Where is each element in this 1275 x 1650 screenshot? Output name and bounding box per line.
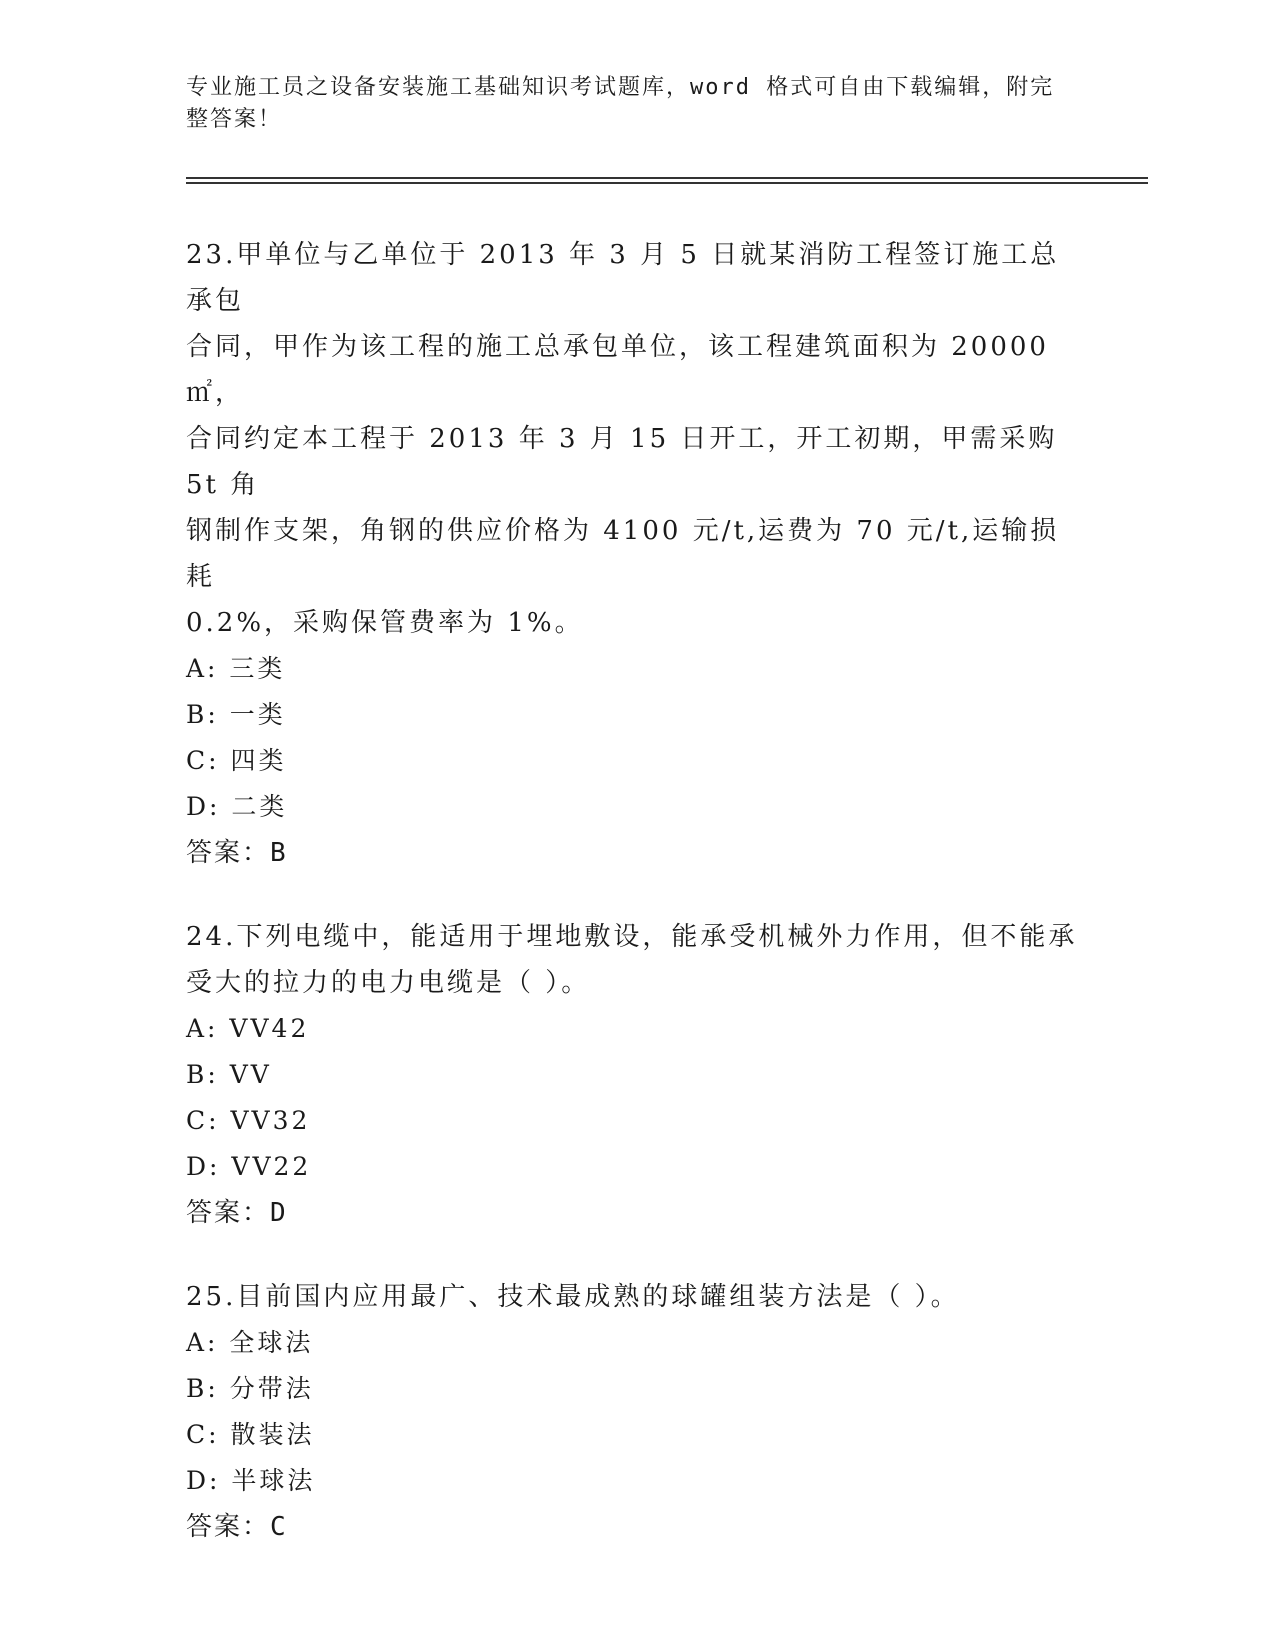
question-stem: [186, 1274, 1086, 1320]
option-b: B: 一类: [186, 700, 286, 729]
header-divider-top: [186, 177, 1148, 179]
answer: 答案：C: [186, 1512, 288, 1542]
option-d: D: 二类: [186, 792, 288, 821]
option-c: C: VV32: [186, 1106, 311, 1135]
stem-line: 合同约定本工程于 2013 年 3 月 15 日开工，开工初期，甲需采购 5t 角: [186, 424, 1058, 500]
stem-line: 24.下列电缆中，能适用于埋地敷设，能承受机械外力作用，但不能承: [186, 922, 1078, 952]
answer: 答案：B: [186, 838, 288, 868]
question-25: [186, 1274, 1086, 1550]
stem-line: 钢制作支架，角钢的供应价格为 4100 元/t,运费为 70 元/t,运输损耗: [186, 516, 1060, 592]
question-24: [186, 914, 1086, 1236]
option-d: D: VV22: [186, 1152, 312, 1181]
question-list: [186, 232, 1086, 1588]
option-c: C: 散装法: [186, 1420, 315, 1449]
stem-line: 0.2%，采购保管费率为 1%。: [186, 608, 584, 638]
stem-line: 合同，甲作为该工程的施工总承包单位，该工程建筑面积为 20000㎡，: [186, 332, 1049, 408]
question-stem: [186, 232, 1086, 646]
option-a: A: VV42: [186, 1014, 310, 1043]
answer: 答案：D: [186, 1198, 288, 1228]
option-a: A: 三类: [186, 654, 286, 683]
stem-line: 25.目前国内应用最广、技术最成熟的球罐组装方法是（ ）。: [186, 1282, 960, 1312]
stem-line: 受大的拉力的电力电缆是（ ）。: [186, 968, 591, 998]
header-divider-bottom: [186, 182, 1148, 184]
document-header: [186, 72, 1086, 136]
option-b: B: VV: [186, 1060, 272, 1089]
stem-line: 23.甲单位与乙单位于 2013 年 3 月 5 日就某消防工程签订施工总承包: [186, 240, 1060, 316]
header-line-2: 整答案！: [186, 107, 283, 132]
question-stem: [186, 914, 1086, 1006]
header-line-1: 专业施工员之设备安装施工基础知识考试题库，word 格式可自由下载编辑，附完: [186, 75, 1055, 100]
option-c: C: 四类: [186, 746, 287, 775]
option-a: A: 全球法: [186, 1328, 314, 1357]
option-d: D: 半球法: [186, 1466, 316, 1495]
question-23: [186, 232, 1086, 876]
option-b: B: 分带法: [186, 1374, 314, 1403]
